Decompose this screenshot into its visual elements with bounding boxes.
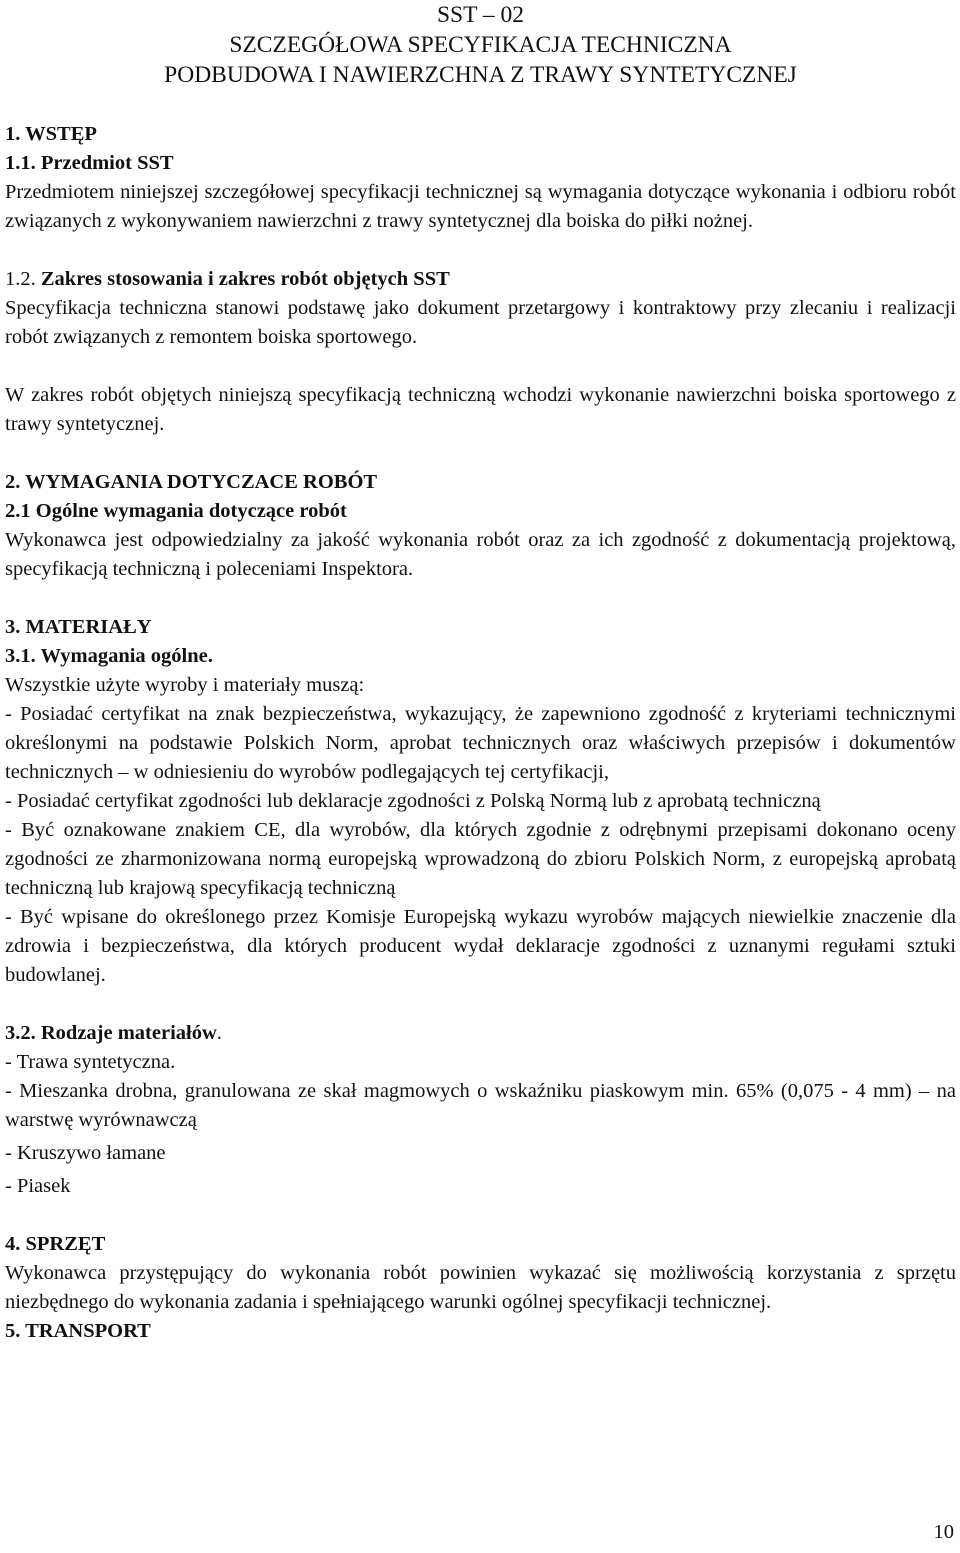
section-3-2-period: . — [216, 1022, 222, 1044]
requirement-item: - Być wpisane do określonego przez Komisje Europejską wykazu wyrobów mających niewielkie znaczenie dla zdrowia i bezpieczeństwa, dla których producent wydał deklaracje zgodności z uznanymi regułami sztuki budowlanej. — [5, 906, 956, 986]
section-1-1-text: Przedmiotem niniejszej szczegółowej specyfikacji technicznej są wymagania dotyczące wykonania i odbioru robót związanych z wykonywaniem nawierzchni z trawy syntetycznej dla boiska do piłki nożnej. — [5, 181, 956, 232]
material-item: - Trawa syntetyczna. — [5, 1051, 176, 1073]
section-3-heading: 3. MATERIAŁY — [5, 616, 152, 638]
section-3-1-heading: 3.1. Wymagania ogólne. — [5, 645, 213, 667]
section-1-2-number: 1.2. — [5, 268, 36, 290]
section-1-1-heading: 1.1. Przedmiot SST — [5, 152, 174, 174]
section-1-2-title: Zakres stosowania i zakres robót objętych SST — [35, 268, 450, 290]
section-3-1-intro: Wszystkie użyte wyroby i materiały muszą: — [5, 674, 365, 696]
spec-code: SST – 02 — [436, 2, 525, 28]
section-2-1-text: Wykonawca jest odpowiedzialny za jakość wykonania robót oraz za ich zgodność z dokumentacją projektową, specyfikacją techniczną i poleceniami Inspektora. — [5, 529, 956, 580]
section-5-heading: 5. TRANSPORT — [5, 1320, 151, 1342]
section-3-2-title: 3.2. Rodzaje materiałów — [5, 1022, 217, 1044]
requirement-item: - Posiadać certyfikat zgodności lub deklaracje zgodności z Polską Normą lub z aprobatą techniczną — [5, 790, 821, 812]
document-title — [5, 0, 956, 90]
section-2-heading: 2. WYMAGANIA DOTYCZACE ROBÓT — [5, 471, 378, 493]
section-2-1-heading: 2.1 Ogólne wymagania dotyczące robót — [5, 500, 347, 522]
material-item: - Piasek — [5, 1175, 71, 1197]
page-number: 10 — [933, 1521, 954, 1543]
section-4-text: Wykonawca przystępujący do wykonania robót powinien wykazać się możliwością korzystania z sprzętu niezbędnego do wykonania zadania i spełniającego warunki ogólnej specyfikacji technicznej. — [5, 1262, 956, 1313]
requirement-item: - Być oznakowane znakiem CE, dla wyrobów, dla których zgodnie z odrębnymi przepisami dokonano oceny zgodności ze zharmonizowana normą europejską wprowadzoną do zbioru Polskich Norm, z europejską aprobatą techniczną lub krajową specyfikacją techniczną — [5, 819, 956, 899]
spec-title-line2: PODBUDOWA I NAWIERZCHNA Z TRAWY SYNTETYCZNEJ — [164, 62, 797, 88]
material-item: - Mieszanka drobna, granulowana ze skał magmowych o wskaźniku piaskowym min. 65% (0,075 - 4 mm) – na warstwę wyrównawczą — [5, 1080, 956, 1131]
document-page — [5, 0, 956, 1346]
section-4-heading: 4. SPRZĘT — [5, 1233, 106, 1255]
requirement-item: - Posiadać certyfikat na znak bezpieczeństwa, wykazujący, że zapewniono zgodność z kryteriami technicznymi określonymi na podstawie Polskich Norm, aprobat technicznych oraz właściwych przepisów i dokumentów technicznych – w odniesieniu do wyrobów podlegających tej certyfikacji, — [5, 703, 956, 783]
section-1-heading: 1. WSTĘP — [5, 123, 97, 145]
material-item: - Kruszywo łamane — [5, 1142, 166, 1164]
spec-title-line1: SZCZEGÓŁOWA SPECYFIKACJA TECHNICZNA — [229, 32, 732, 58]
section-1-2-heading — [5, 265, 956, 294]
section-3-2-heading — [5, 1019, 956, 1048]
section-1-2-text-2: W zakres robót objętych niniejszą specyfikacją techniczną wchodzi wykonanie nawierzchni boiska sportowego z trawy syntetycznej. — [5, 384, 956, 435]
section-1-2-text-1: Specyfikacja techniczna stanowi podstawę jako dokument przetargowy i kontraktowy przy zlecaniu i realizacji robót związanych z remontem boiska sportowego. — [5, 297, 956, 348]
